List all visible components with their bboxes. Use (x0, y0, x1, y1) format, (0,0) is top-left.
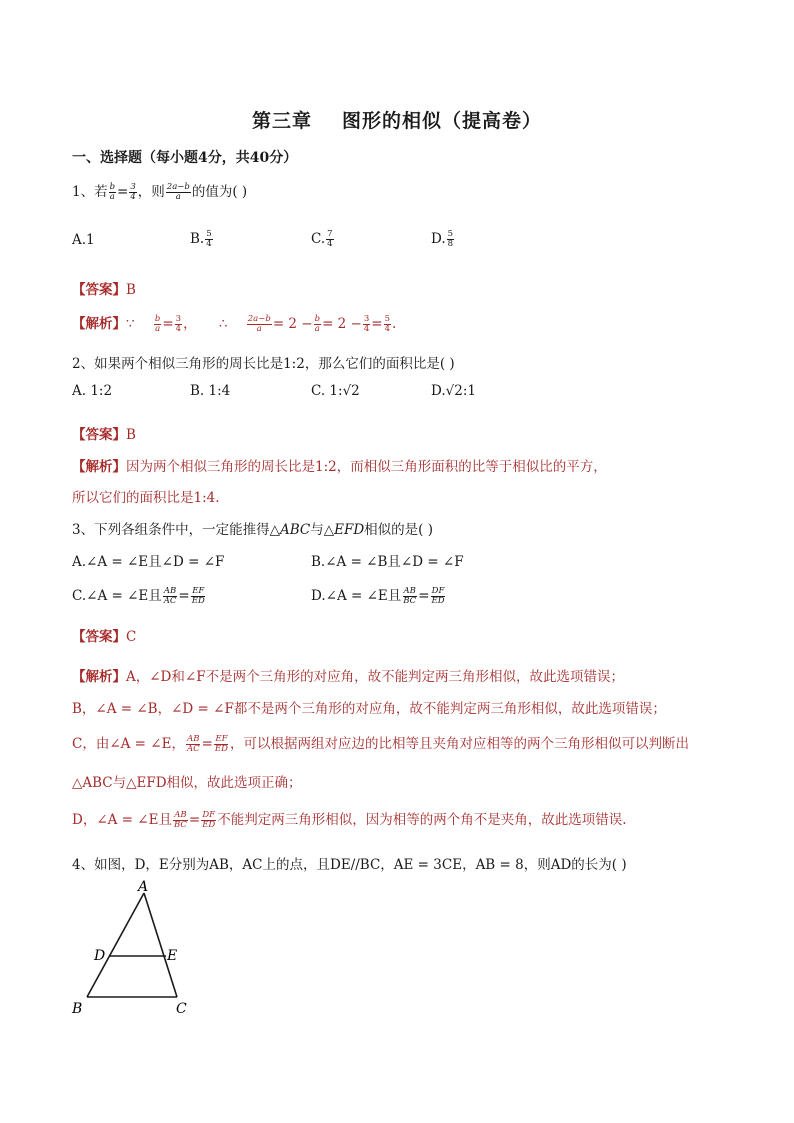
question-2-answer: 【答案】B (72, 427, 136, 443)
question-4-stem: 4、如图，D，E分别为AB，AC上的点，且DE//BC，AE = 3CE，AB = 8，则AD的长为( ) (72, 857, 627, 873)
question-1-option-a: A.1 (72, 232, 95, 248)
question-3-option-a: A.∠A = ∠E且∠D = ∠F (72, 554, 225, 570)
label-e: E (167, 948, 178, 964)
question-1-analysis: 【解析】∵ $\frac{b}{a}$ = $\frac{3}{4}$ ， ∴ $\frac{2a-b}{a}$ = 2 − $\frac{b}{a}$ = 2 − $\frac{3}{4}$ = $\frac{5}{4}$ . (72, 314, 397, 334)
segment-ac (144, 893, 177, 997)
triangle-figure (60, 875, 200, 1025)
question-1-answer: 【答案】B (72, 282, 136, 298)
question-3-answer: 【答案】C (72, 629, 137, 645)
page-title: 第三章 图形的相似（提高卷） (251, 110, 543, 132)
question-1-option-d: D. $\frac{5}{8}$ (431, 229, 454, 249)
question-3-option-d: D.∠A = ∠E且 $\frac{AB}{BC}$ = $\frac{DF}{ED}$ (311, 586, 445, 606)
question-2-stem: 2、如果两个相似三角形的周长比是1:2，那么它们的面积比是( ) (72, 356, 455, 372)
question-2-option-a: A. 1:2 (72, 383, 113, 399)
question-3-analysis-a: 【解析】A，∠D和∠F不是两个三角形的对应角，故不能判定两三角形相似，故此选项错误； (72, 669, 625, 685)
question-3-analysis-c: C，由∠A = ∠E， $\frac{AB}{AC}$ = $\frac{EF}{ED}$ ，可以根据两组对应边的比相等且夹角对应相等的两个三角形相似可以判断出 (72, 734, 689, 754)
question-2-analysis: 【解析】因为两个相似三角形的周长比是1:2，而相似三角形面积的比等于相似比的平方， (72, 459, 607, 475)
question-1-stem: 1、若 $\frac{b}{a}$ = $\frac{3}{4}$ ，则 $\frac{2a-b}{a}$ 的值为( ) (72, 182, 248, 202)
question-3-analysis-c-line-2: △ABC与△EFD相似，故此选项正确； (72, 775, 302, 791)
label-b: B (72, 1001, 83, 1017)
question-2-option-b: B. 1:4 (190, 383, 231, 399)
question-2-option-c: C. 1:√2 (311, 383, 360, 399)
question-3-stem: 3、下列各组条件中，一定能推得△ABC与△EFD相似的是( ) (72, 522, 433, 538)
question-3-option-c: C.∠A = ∠E且 $\frac{AB}{AC}$ = $\frac{EF}{ED}$ (72, 586, 205, 606)
question-2-analysis-line-2: 所以它们的面积比是1:4. (72, 490, 220, 506)
question-3-analysis-b: B，∠A = ∠B，∠D = ∠F都不是两个三角形的对应角，故不能判定两三角形相似，故此选项错误； (72, 701, 666, 717)
section-heading: 一、选择题（每小题4分，共40分） (72, 150, 298, 166)
question-1-option-b: B. $\frac{5}{4}$ (190, 229, 212, 249)
segment-ab (87, 893, 144, 997)
question-2-option-d: D.√2:1 (431, 383, 476, 399)
label-a: A (138, 879, 149, 895)
label-c: C (176, 1001, 187, 1017)
question-1-option-c: C. $\frac{7}{4}$ (311, 229, 333, 249)
label-d: D (94, 948, 106, 964)
question-3-analysis-d: D，∠A = ∠E且 $\frac{AB}{BC}$ = $\frac{DF}{ED}$ 不能判定两三角形相似，因为相等的两个角不是夹角，故此选项错误. (72, 810, 627, 830)
question-3-option-b: B.∠A = ∠B且∠D = ∠F (311, 554, 464, 570)
